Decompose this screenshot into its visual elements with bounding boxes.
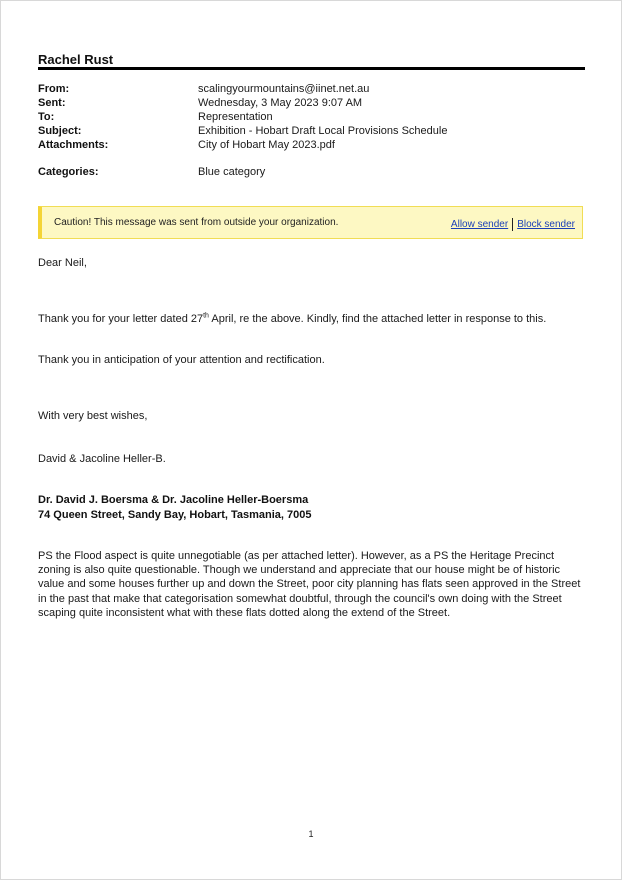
body-line1-start: Thank you for your letter dated 27	[38, 313, 204, 325]
signature-names: Dr. David J. Boersma & Dr. Jacoline Heller-Boersma	[38, 494, 309, 506]
categories-label: Categories:	[38, 166, 99, 178]
attachments-label: Attachments:	[38, 139, 109, 151]
attachment-link[interactable]: City of Hobart May 2023.pdf	[198, 139, 335, 151]
ordinal-suffix: th	[203, 312, 209, 320]
subject-label: Subject:	[38, 125, 82, 137]
header-subject-row	[38, 124, 585, 138]
caution-actions	[451, 218, 575, 231]
sent-label: Sent:	[38, 97, 66, 109]
external-sender-banner	[38, 206, 583, 239]
body-paragraph-2: Thank you in anticipation of your attention and rectification.	[38, 354, 325, 366]
signoff: David & Jacoline Heller-B.	[38, 453, 166, 465]
page-number: 1	[308, 829, 314, 839]
sent-value: Wednesday, 3 May 2023 9:07 AM	[198, 97, 363, 109]
categories-value: Blue category	[198, 166, 266, 178]
caution-separator	[512, 218, 513, 231]
subject-value: Exhibition - Hobart Draft Local Provisions Schedule	[198, 125, 448, 137]
to-value: Representation	[198, 111, 273, 123]
closing: With very best wishes,	[38, 410, 148, 422]
greeting: Dear Neil,	[38, 257, 87, 269]
from-value[interactable]: scalingyourmountains@iinet.net.au	[198, 83, 370, 95]
header-sent-row	[38, 96, 585, 110]
header-rule	[38, 67, 585, 70]
header-attachments-row	[38, 138, 585, 152]
to-label: To:	[38, 111, 55, 123]
allow-sender-link[interactable]: Allow sender	[450, 219, 509, 230]
header-from-row	[38, 82, 585, 96]
from-label: From:	[38, 83, 70, 95]
header-categories-row	[38, 165, 585, 179]
header-to-row	[38, 110, 585, 124]
body-line1-end: April, re the above. Kindly, find the attached letter in response to this.	[208, 313, 547, 325]
ps-paragraph: PS the Flood aspect is quite unnegotiable (as per attached letter). However, as a PS the Heritage Precinct zoning is also quite questionable. Though we understand and appreciate that our house might be of historic value and some houses further up and down the Street, poor city planning has flats seen approved in the Street in the past that make that categorisation somewhat doubtful, through the council's own doing with the Street scaping quite inconsistent what with these flats dotted along the extend of the Street.	[38, 550, 581, 619]
signature-address: 74 Queen Street, Sandy Bay, Hobart, Tasmania, 7005	[38, 509, 312, 521]
caution-text: Caution! This message was sent from outside your organization.	[54, 217, 339, 228]
body-paragraph-1	[38, 312, 546, 326]
block-sender-link[interactable]: Block sender	[517, 219, 575, 230]
sender-name: Rachel Rust	[38, 52, 114, 67]
